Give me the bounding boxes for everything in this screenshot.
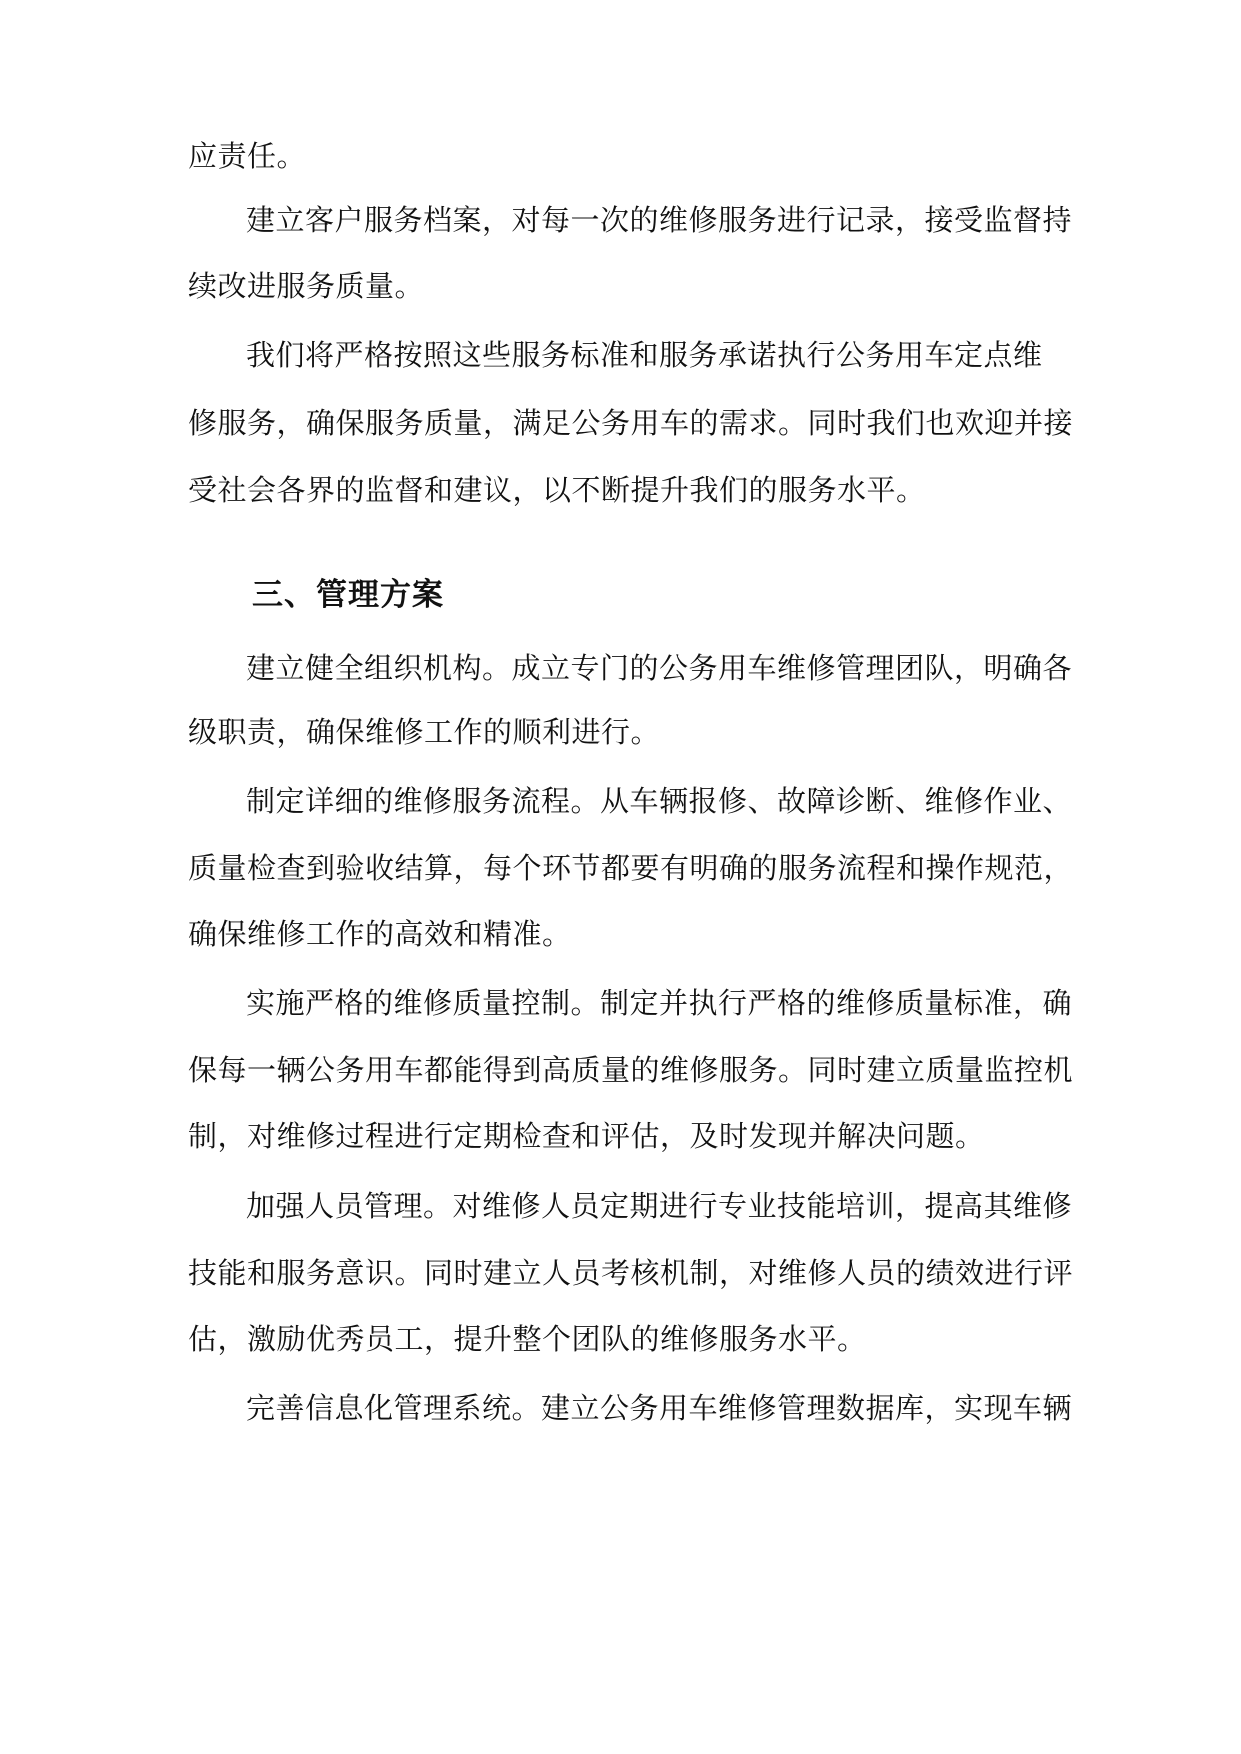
text-line: 实施严格的维修质量控制。制定并执行严格的维修质量标准，确 <box>246 986 1073 1020</box>
text-line: 技能和服务意识。同时建立人员考核机制，对维修人员的绩效进行评 <box>188 1256 1074 1290</box>
text-line: 修服务，确保服务质量，满足公务用车的需求。同时我们也欢迎并接 <box>188 406 1074 440</box>
text-line: 建立健全组织机构。成立专门的公务用车维修管理团队，明确各 <box>246 651 1073 685</box>
text-line: 估，激励优秀员工，提升整个团队的维修服务水平。 <box>188 1322 867 1356</box>
text-line: 质量检查到验收结算，每个环节都要有明确的服务流程和操作规范， <box>188 851 1074 885</box>
text-line: 确保维修工作的高效和精准。 <box>188 917 572 951</box>
section-heading: 三、管理方案 <box>252 577 444 613</box>
text-line: 建立客户服务档案，对每一次的维修服务进行记录，接受监督持 <box>246 203 1073 237</box>
text-line: 我们将严格按照这些服务标准和服务承诺执行公务用车定点维 <box>246 338 1043 372</box>
text-line: 完善信息化管理系统。建立公务用车维修管理数据库，实现车辆 <box>246 1391 1073 1425</box>
text-line: 续改进服务质量。 <box>188 269 425 303</box>
text-line: 受社会各界的监督和建议，以不断提升我们的服务水平。 <box>188 473 926 507</box>
text-line: 应责任。 <box>188 139 307 173</box>
text-line: 级职责，确保维修工作的顺利进行。 <box>188 715 661 749</box>
text-line: 加强人员管理。对维修人员定期进行专业技能培训，提高其维修 <box>246 1189 1073 1223</box>
text-line: 制，对维修过程进行定期检查和评估，及时发现并解决问题。 <box>188 1119 985 1153</box>
text-line: 制定详细的维修服务流程。从车辆报修、故障诊断、维修作业、 <box>246 784 1073 818</box>
text-line: 保每一辆公务用车都能得到高质量的维修服务。同时建立质量监控机 <box>188 1053 1074 1087</box>
